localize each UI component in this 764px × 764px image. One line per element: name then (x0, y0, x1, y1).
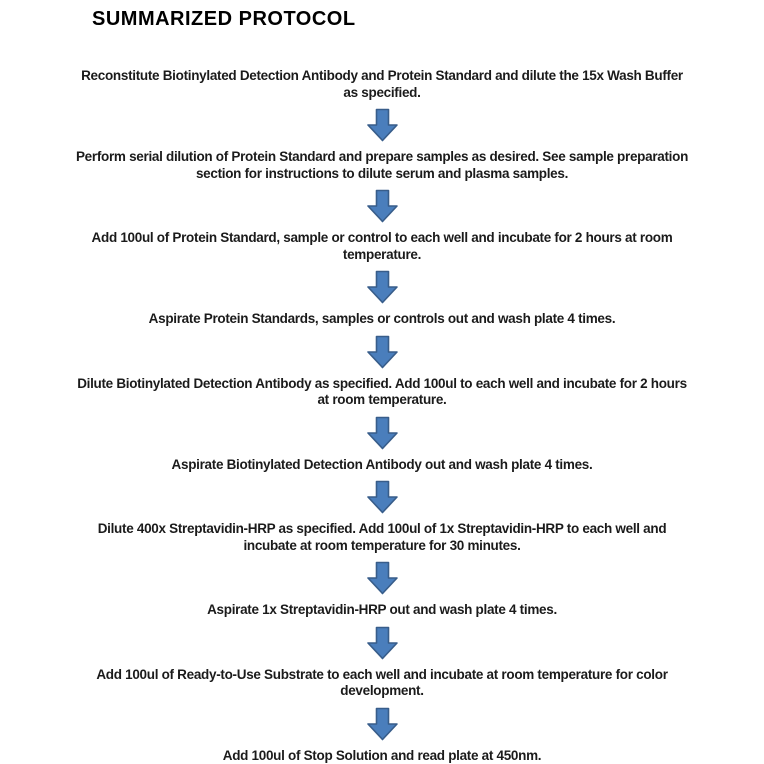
down-arrow-icon (366, 416, 399, 450)
down-arrow-icon (366, 561, 399, 595)
down-arrow-icon (366, 626, 399, 660)
down-arrow-icon (366, 707, 399, 741)
protocol-step: Add 100ul of Stop Solution and read plate at 450nm. (222, 747, 542, 763)
protocol-step: Aspirate Biotinylated Detection Antibody out and wash plate 4 times. (171, 456, 593, 472)
protocol-step: Dilute 400x Streptavidin-HRP as specified. Add 100ul of 1x Streptavidin-HRP to each well and incubate at room temperature for 30 minutes. (97, 521, 667, 553)
protocol-step: Reconstitute Biotinylated Detection Antibody and Protein Standard and dilute the 15x Wash Buffer as specified. (81, 68, 683, 100)
down-arrow-icon (366, 108, 399, 142)
protocol-step: Aspirate Protein Standards, samples or controls out and wash plate 4 times. (148, 311, 616, 326)
protocol-step: Add 100ul of Protein Standard, sample or control to each well and incubate for 2 hours at room temperature. (91, 230, 673, 262)
down-arrow-icon (366, 335, 399, 369)
protocol-step: Perform serial dilution of Protein Standard and prepare samples as desired. See sample preparation section for instructions to dilute serum and plasma samples. (75, 149, 689, 181)
page-title: SUMMARIZED PROTOCOL (92, 8, 356, 30)
protocol-step: Add 100ul of Ready-to-Use Substrate to each well and incubate at room temperature for color development. (96, 666, 668, 698)
down-arrow-icon (366, 189, 399, 223)
down-arrow-icon (366, 270, 399, 304)
protocol-flowchart (0, 68, 764, 764)
down-arrow-icon (366, 480, 399, 514)
protocol-step: Aspirate 1x Streptavidin-HRP out and wash plate 4 times. (207, 602, 557, 617)
protocol-step: Dilute Biotinylated Detection Antibody as specified. Add 100ul to each well and incubate for 2 hours at room temperature. (77, 375, 687, 407)
